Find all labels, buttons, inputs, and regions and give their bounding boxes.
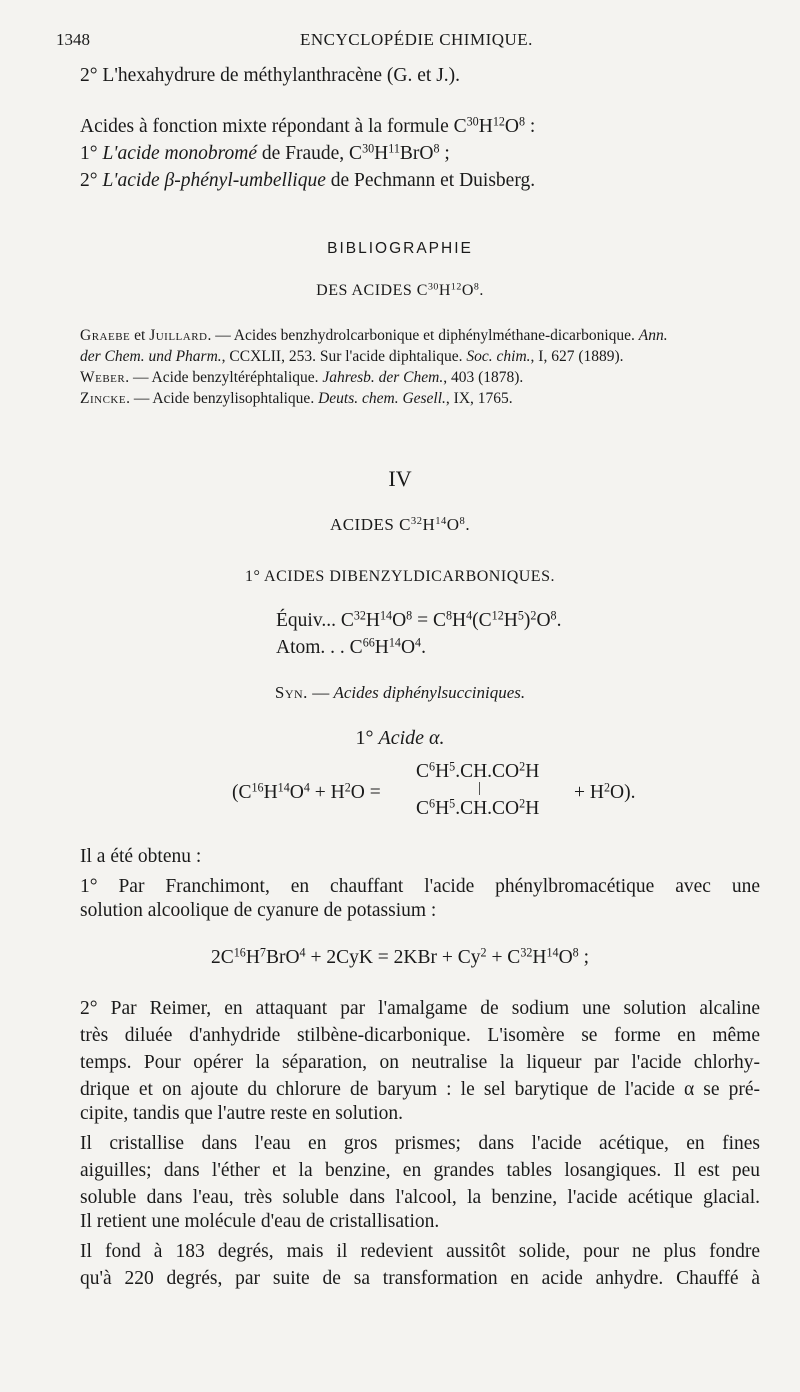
bibliography-entry-weber: Weber. — Acide benzyltéréphtalique. Jahresb. der Chem., 403 (1878).	[80, 369, 524, 386]
bibliography-subheading: DES ACIDES $C^{30}H^{12}O^8$.	[316, 281, 484, 299]
paragraph-melt-line: Il fond à 183 degrés, mais il redevient aussitôt solide, pour ne plus fondre	[80, 1241, 760, 1262]
section-title: ACIDES $C^{32}H^{14}O^8$.	[329, 515, 471, 534]
paragraph-crystal-line: aiguilles; dans l'éther et la benzine, en grandes tables losangiques. Il est peu	[80, 1160, 760, 1181]
paragraph-reimer-line: drique et on ajoute du chlorure de baryum : le sel barytique de l'acide α se pré-	[80, 1079, 760, 1100]
paragraph-franchimont-line-2: solution alcoolique de cyanure de potassium :	[80, 900, 437, 921]
formula-atom: Atom. . . $C^{66}H^{14}O^4$.	[276, 635, 426, 658]
paragraph-reimer-line: temps. Pour opérer la séparation, on neutralise la liqueur par l'acide chlorhy-	[80, 1052, 760, 1073]
synonym-line: Syn. — Acides diphénylsucciniques.	[274, 683, 526, 702]
structural-formula-bond: |	[478, 780, 482, 796]
bibliography-heading: BIBLIOGRAPHIE	[327, 240, 473, 257]
page-number: 1348	[56, 30, 90, 49]
paragraph-crystal-line: Il cristallise dans l'eau en gros prismes; dans l'acide acétique, en fines	[80, 1133, 760, 1154]
bibliography-entry-graebe-line-2: der Chem. und Pharm., CCXLII, 253. Sur l'acide diphtalique. Soc. chim., I, 627 (1889).	[80, 348, 624, 365]
paragraph-melt-line: qu'à 220 degrés, par suite de sa transformation en acide anhydre. Chauffé à	[80, 1268, 760, 1289]
paragraph-reimer-line: 2° Par Reimer, en attaquant par l'amalgame de sodium une solution alcaline	[80, 998, 760, 1019]
paragraph-obtained: Il a été obtenu :	[80, 846, 202, 867]
running-title: ENCYCLOPÉDIE CHIMIQUE.	[300, 30, 533, 49]
structural-formula-right: + $H^2O$).	[574, 780, 636, 803]
formula-equiv: Équiv... $C^{32}H^{14}O^8 = C^8H^4(C^{12}H^5)^2O^8$.	[276, 608, 562, 631]
reaction-equation: $2C^{16}H^7BrO^4 + 2CyK = 2KBr + Cy^2 + C^{32}H^{14}O^8$ ;	[210, 945, 590, 968]
paragraph-reimer-line: très diluée d'anhydride stilbène-dicarbonique. L'isomère se forme en même	[80, 1025, 760, 1046]
section-subtitle: 1° ACIDES DIBENZYLDICARBONIQUES.	[245, 568, 555, 585]
paragraph-reimer-line: cipite, tandis que l'autre reste en solution.	[80, 1103, 404, 1124]
paragraph-crystal-line: Il retient une molécule d'eau de cristallisation.	[80, 1211, 440, 1232]
mixed-acids-item-2: 2° L'acide β-phényl-umbellique de Pechmann et Duisberg.	[80, 170, 536, 191]
paragraph-franchimont-line-1: 1° Par Franchimont, en chauffant l'acide phénylbromacétique avec une	[80, 876, 760, 897]
structural-formula-left: ($C^{16}H^{14}O^4 + H^2O$ =	[232, 780, 381, 803]
paragraph-crystal-line: soluble dans l'eau, très soluble dans l'alcool, la benzine, l'acide acétique glacial.	[80, 1187, 760, 1208]
mixed-acids-item-1: 1° L'acide monobromé de Fraude, $C^{30}H^{11}BrO^8$ ;	[80, 141, 450, 164]
top-item: 2° L'hexahydrure de méthylanthracène (G. et J.).	[80, 65, 461, 86]
bibliography-entry-zincke: Zincke. — Acide benzylisophtalique. Deuts. chem. Gesell., IX, 1765.	[80, 390, 513, 407]
structural-formula-bottom: $C^6H^5.CH.CO^2H$	[416, 796, 540, 819]
acid-alpha-heading: 1° Acide α.	[355, 727, 445, 749]
section-numeral: IV	[388, 466, 412, 491]
structural-formula-top: $C^6H^5.CH.CO^2H$	[416, 759, 540, 782]
mixed-acids-intro: Acides à fonction mixte répondant à la formule $C^{30}H^{12}O^8$ :	[80, 114, 536, 137]
bibliography-entry-graebe-line-1: Graebe et Juillard. — Acides benzhydrolcarbonique et diphénylméthane-dicarbonique. Ann.	[80, 327, 668, 344]
